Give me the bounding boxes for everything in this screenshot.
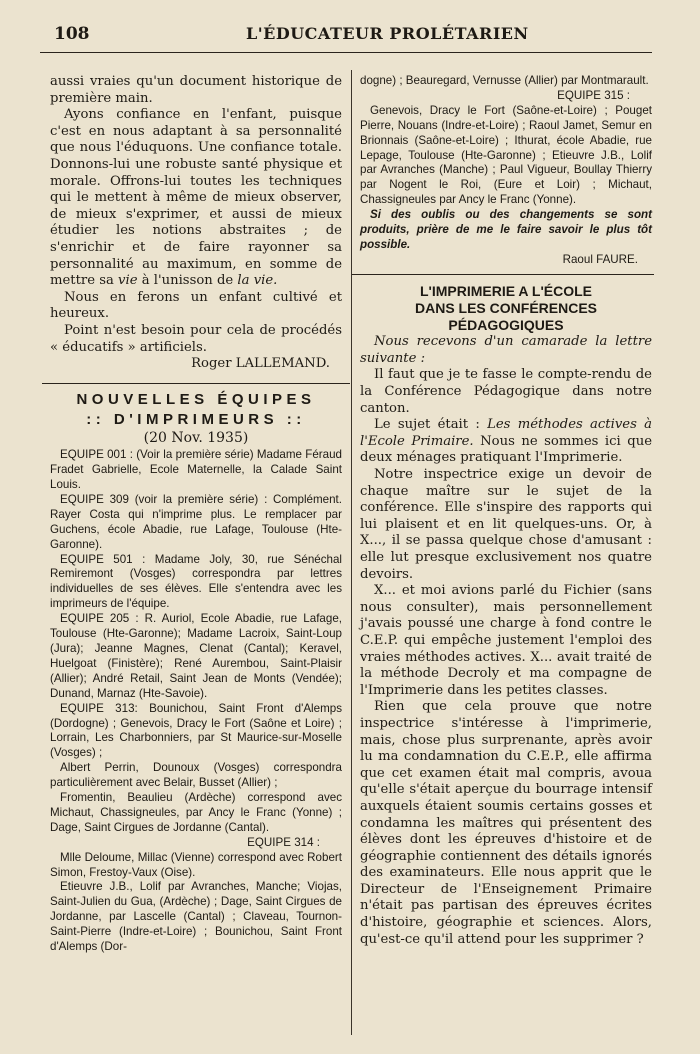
equipe-314-continuation: dogne) ; Beauregard, Vernusse (Allier) par Montmarault. — [360, 74, 649, 87]
editor-note: Si des oublis ou des changements se sont produits, prière de me le faire savoir le plus tôt possible. — [360, 208, 652, 251]
equipe-315: Genevois, Dracy le Fort (Saône-et-Loire) ; Pouget Pierre, Nouans (Indre-et-Loire) ; Raoul Jamet, Semur en Brionnais (Saône-et-Loire) ; Ithurat, école Abadie, rue Lepage, Toulouse (Hte-Garonne) ; Etieuvre J.B., Lolif par Avranches (Manche) ; Paul Vigueur, Boullay Thierry par Nogent le Roi, (Eure et Loir) ; Michaut, Chassigneules par Ancy le Franc (Yonne). — [360, 103, 652, 207]
paragraph-text: à l'unisson de — [137, 273, 238, 289]
article-paragraph-1: Il faut que je te fasse le compte-rendu de la Conférence Pédagogique dans notre canton. — [360, 367, 652, 416]
article-paragraph-5: Rien que cela prouve que notre inspectrice s'intéresse à l'imprimerie, mais, chose plus surprenante, après avoir lu ma condamnation du C.E.P., elle affirma que cet examen était mal compris, avoua qu'elle s'était aperçue du bourrage intensif auxquels étaient soumis certains gosses et condamna les maîtres qui présentent des élèves dont les épreuves d'histoire et de géographie contiennent des détails ignorés des examinateurs. Elle nous apprit que le Directeur de l'Enseignement Primaire n'était pas partisan des épreuves écrites d'histoire, géographie et sciences. Alors, qu'est-ce qu'il attend pour les supprimer ? — [360, 699, 652, 947]
equipe-313: EQUIPE 313: Bounichou, Saint Front d'Alemps (Dordogne) ; Genevois, Dracy le Fort (Saône et Loire) ; Lorrain, Les Charbonniers, par St Maurice-sur-Moselle (Vosges) ; — [50, 701, 342, 760]
equipe-314-etieuvre: Etieuvre J.B., Lolif par Avranches, Manche; Viojas, Saint-Julien du Gua, (Ardèche) ; Dage, Saint Cirgues de Jordanne, par Lascelle (Cantal) ; Claveau, Tournon-Saint-Pierre (Indre-et-Loire) ; Bounichou, Saint Front d'Alemps (Dor- — [50, 880, 342, 954]
equipe-309: EQUIPE 309 (voir la première série) : Complément. Rayer Costa qui n'imprime plus. Le remplacer par Guchens, école Abadie, rue Lafage, Toulouse (Hte-Garonne). — [50, 492, 342, 551]
right-column — [360, 74, 652, 948]
section-date: (20 Nov. 1935) — [143, 430, 249, 447]
page-header — [40, 22, 652, 53]
paragraph-text: Le sujet était : — [374, 417, 488, 433]
equipe-205: EQUIPE 205 : R. Auriol, Ecole Abadie, rue Lafage, Toulouse (Hte-Garonne); Madame Lacroix, Saint-Loup (Jura); Jeanne Magnes, Clenat (Cantal); Keravel, Huelgoat (Finistère); René Aurembou, Saint-Plaisir (Allier); André Retail, Saint Jean de Monts (Vendée); Dunand, Marnaz (Hte-Savoie). — [50, 612, 342, 700]
paragraph-text: Nous ne sommes ici que deux ménages pratiquant l'Imprimerie. — [360, 433, 652, 466]
italic-word: vie — [118, 273, 138, 289]
italic-phrase: Les méthodes actives à l'Ecole Primaire. — [360, 417, 652, 449]
equipe-501: EQUIPE 501 : Madame Joly, 30, rue Sénéchal Remiremont (Vosges) correspondra par lettres individuelles de ses élèves. Elle s'entendra avec les imprimeurs de l'équipe. — [50, 552, 342, 611]
paragraph-continuation: aussi vraies qu'un document historique de première main. — [50, 74, 342, 106]
author-signature: Roger LALLEMAND. — [191, 356, 330, 372]
article-paragraph-4: X... et moi avions parlé du Fichier (sans nous consulter), mais personnellement j'avais poussé une charge à fond contre le C.E.P. qui empêche justement l'emploi des vraies méthodes actives. X... avait traité de la méthode Decroly et ma compagne de l'Imprimerie dans les petites classes. — [360, 583, 652, 698]
article-title: L'IMPRIMERIE A L'ÉCOLE — [419, 283, 593, 300]
article-paragraph-3: Notre inspectrice exige un devoir de chaque maître sur le sujet de la conférence. Elle s'inspire des rapports qui lui plaisent et en lit quelques-uns. Or, à X..., il se passa quelque chose d'amusant : elle lut presque exclusivement nos quatre devoirs. — [360, 467, 652, 582]
italic-phrase: la vie. — [237, 273, 278, 289]
article-subtitle: DANS LES CONFÉRENCES PÉDAGOGIQUES — [414, 300, 598, 334]
column-divider — [351, 70, 352, 1035]
paragraph-text: Ayons confiance en l'enfant, puisque c'est en nous adaptant à sa personnalité que nous l'éduquons. Une confiance totale. Donnons-lui une robuste santé physique et morale. Offrons-lui toutes les techniques qui le mettent à même de mieux observer, de mieux s'exprimer, et aussi de mieux étudier les notions abstraites ; de s'enrichir et de faire rayonner sa personnalité au maximum, en somme de mettre sa — [50, 107, 342, 289]
note-signature: Raoul FAURE. — [562, 252, 638, 266]
paragraph-confiance — [50, 107, 342, 290]
equipe-001: EQUIPE 001 : (Voir la première série) Madame Féraud Fradet Gabrielle, Ecole Maternelle, la Calade Saint Louis. — [50, 448, 342, 491]
paragraph-cultive: Nous en ferons un enfant cultivé et heureux. — [50, 289, 342, 322]
section-rule — [42, 383, 350, 385]
section-title: NOUVELLES ÉQUIPES — [76, 391, 316, 409]
paragraph-procedes: Point n'est besoin pour cela de procédés « éducatifs » artificiels. — [50, 322, 342, 355]
equipe-314-heading: EQUIPE 314 : — [247, 835, 320, 849]
equipe-313-perrin: Albert Perrin, Dounoux (Vosges) correspondra particulièrement avec Belair, Busset (Allier) ; — [50, 761, 342, 790]
article-intro: Nous recevons d'un camarade la lettre suivante : — [360, 334, 652, 366]
equipe-313-fromentin: Fromentin, Beaulieu (Ardèche) correspond avec Michaut, Chassigneules, par Ancy le Franc (Yonne) ; Dage, Saint Cirgues de Jordanne (Cantal). — [50, 791, 342, 834]
section-title-2: :: D'IMPRIMEURS :: — [86, 411, 306, 429]
journal-title: L'ÉDUCATEUR PROLÉTARIEN — [246, 24, 529, 43]
equipe-314-deloume: Mlle Deloume, Millac (Vienne) correspond avec Robert Simon, Frestoy-Vaux (Oise). — [50, 850, 342, 879]
article-rule — [352, 274, 654, 276]
page-number: 108 — [54, 24, 90, 44]
left-column — [50, 74, 342, 955]
article-paragraph-2 — [360, 417, 652, 467]
equipe-315-heading: EQUIPE 315 : — [557, 88, 630, 102]
